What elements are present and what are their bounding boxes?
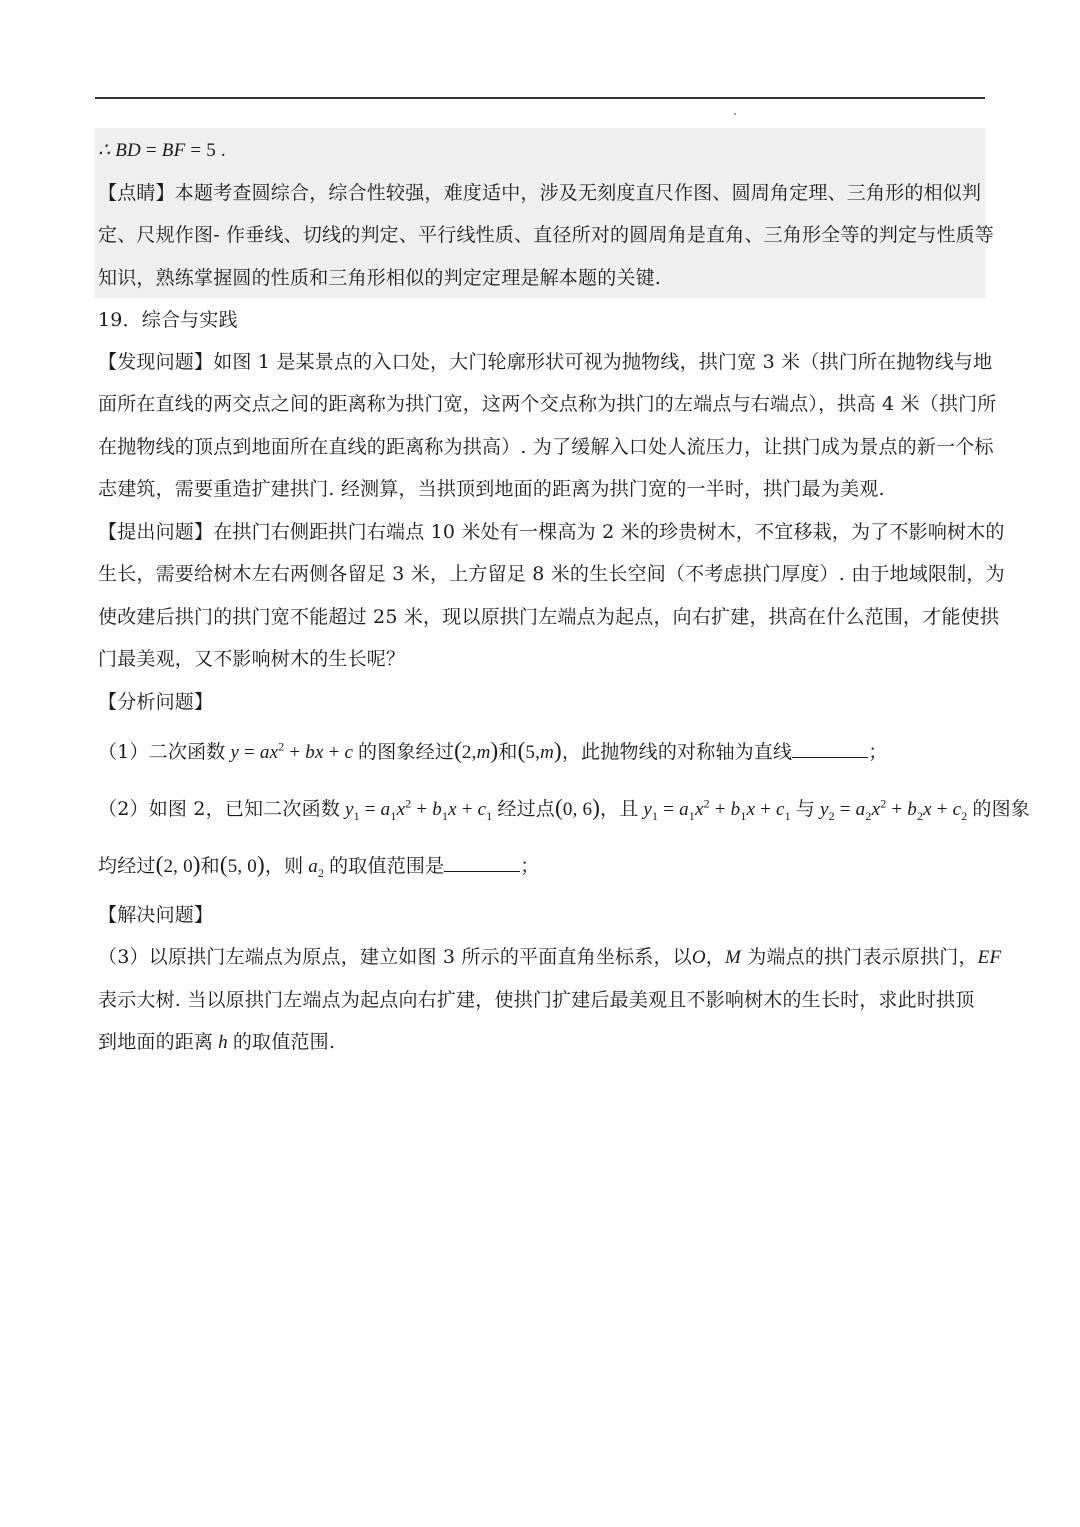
discover-line-1: 【发现问题】如图 1 是某景点的入口处，大门轮廓形状可视为抛物线，拱门宽 3 米（拱门所在抛物线与地 — [98, 351, 993, 373]
sub-question-3-line-2: 表示大树. 当以原拱门左端点为起点向右扩建，使拱门扩建后最美观且不影响树木的生长时，求此时拱顶 — [98, 989, 975, 1011]
sub-question-1: （1）二次函数 $y = ax^2$ + bx + c 的图象经过(2,m)和(5,m)，此抛物线的对称轴为直线 ； — [98, 738, 888, 763]
discover-line-2: 面所在直线的两交点之间的距离称为拱门宽，这两个交点称为拱门的左端点与右端点），拱高 4 米（拱门所 — [98, 393, 997, 415]
sub-question-3-line-1: （3）以原拱门左端点为原点，建立如图 3 所示的平面直角坐标系，以O，M 为端点的拱门表示原拱门，EF — [98, 946, 1002, 968]
answer-blank-2[interactable] — [444, 853, 520, 872]
answer-blank-1[interactable] — [792, 739, 868, 758]
discover-line-3: 在抛物线的顶点到地面所在直线的距离称为拱高）. 为了缓解入口处人流压力，让拱门成为景点的新一个标 — [98, 436, 994, 458]
comment-line-2: 定、尺规作图- 作垂线、切线的判定、平行线性质、直径所对的圆周角是直角、三角形全等的判定与性质等 — [98, 224, 995, 246]
question-title: 19．综合与实践 — [98, 309, 238, 331]
header-rule — [95, 97, 985, 99]
comment-line-1: 【点睛】本题考查圆综合，综合性较强，难度适中，涉及无刻度直尺作图、圆周角定理、三角形的相似判 — [98, 182, 982, 204]
discover-line-4: 志建筑，需要重造扩建拱门. 经测算，当拱顶到地面的距离为拱门宽的一半时，拱门最为美观. — [98, 478, 885, 500]
propose-line-4: 门最美观，又不影响树木的生长呢？ — [98, 648, 406, 670]
propose-line-1: 【提出问题】在拱门右侧距拱门右端点 10 米处有一棵高为 2 米的珍贵树木，不宜移栽，为了不影响树木的 — [98, 521, 1005, 543]
sub-question-3-line-3: 到地面的距离 h 的取值范围. — [98, 1031, 336, 1053]
propose-line-3: 使改建后拱门的拱门宽不能超过 25 米，现以原拱门左端点为起点，向右扩建，拱高在什么范围，才能使拱 — [98, 606, 1000, 628]
sub-question-2-line-2: 均经过(2, 0)和(5, 0)，则 $a_2$ 的取值范围是 ； — [98, 852, 540, 880]
header-dot — [734, 113, 736, 115]
solve-heading: 【解决问题】 — [98, 904, 214, 926]
sub-question-2-line-1: （2）如图 2，已知二次函数 $y_1 = a_1x^2 + b_1x + c_1$ 经过点(0, 6)，且 $y_1 = a_1x^2 + b_1x + c_1$ 与 $y_2 = a_2x^2 + b_2x + c_2$ 的图象 — [98, 795, 1031, 823]
conclusion-line: ∴ BD = BF = 5 . — [98, 140, 226, 161]
comment-line-3: 知识，熟练掌握圆的性质和三角形相似的判定定理是解本题的关键. — [98, 267, 662, 289]
propose-line-2: 生长，需要给树木左右两侧各留足 3 米，上方留足 8 米的生长空间（不考虑拱门厚度）. 由于地域限制，为 — [98, 563, 1005, 585]
analyze-heading: 【分析问题】 — [98, 691, 214, 713]
